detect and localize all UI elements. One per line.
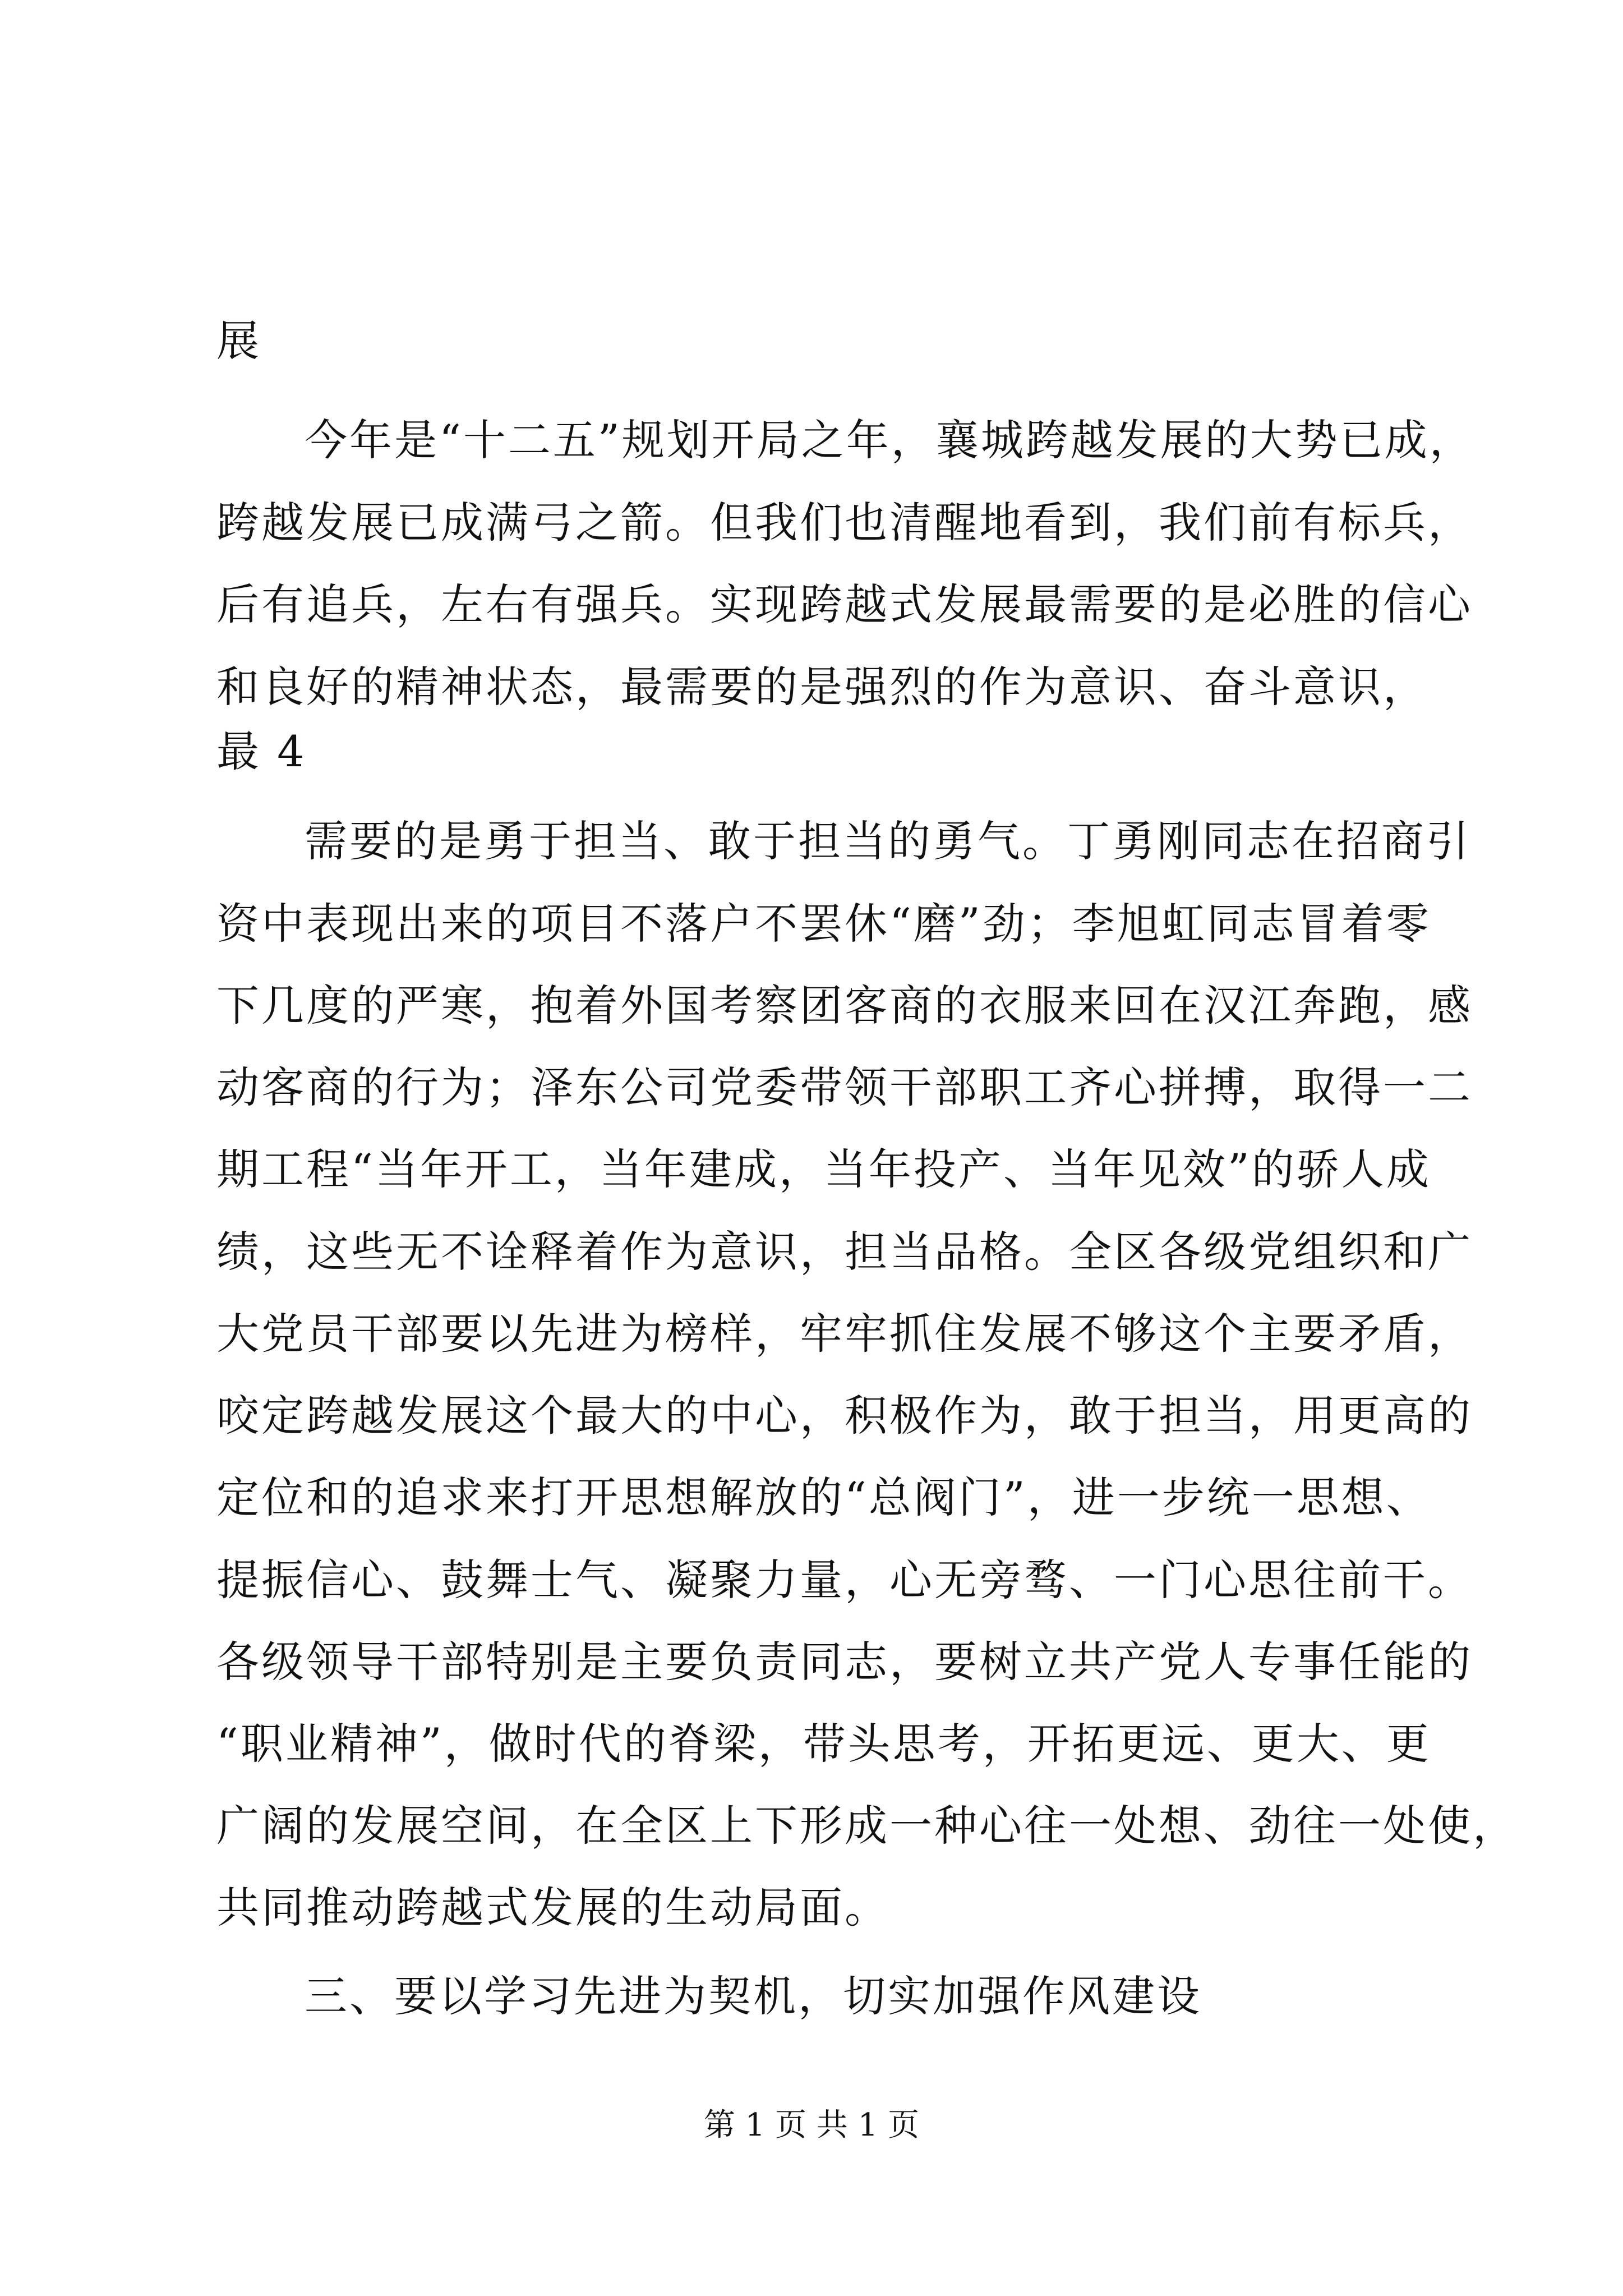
text-line-4: 后有追兵，左右有强兵。实现跨越式发展最需要的是必胜的信心 xyxy=(216,579,1473,629)
text-line-9: 下几度的严寒，抱着外国考察团客商的衣服来回在汉江奔跑，感 xyxy=(216,981,1473,1030)
text-line-17: 各级领导干部特别是主要负责同志，要树立共产党人专事任能的 xyxy=(216,1637,1473,1687)
text-line-7: 需要的是勇于担当、敢于担当的勇气。丁勇刚同志在招商引 xyxy=(305,816,1471,866)
text-line-13: 大党员干部要以先进为榜样，牢牢抓住发展不够这个主要矛盾， xyxy=(216,1309,1473,1359)
text-line-6: 最 4 xyxy=(216,726,307,776)
text-line-10: 动客商的行为；泽东公司党委带领干部职工齐心拼搏，取得一二 xyxy=(216,1062,1473,1112)
text-line-20: 共同推动跨越式发展的生动局面。 xyxy=(216,1883,889,1932)
text-line-5: 和良好的精神状态，最需要的是强烈的作为意识、奋斗意识， xyxy=(216,662,1428,712)
section-heading: 三、要以学习先进为契机，切实加强作风建设 xyxy=(305,1971,1202,2021)
page-footer: 第 1 页 共 1 页 xyxy=(703,2107,920,2143)
text-line-19: 广阔的发展空间，在全区上下形成一种心往一处想、劲往一处使， xyxy=(216,1801,1518,1851)
text-line-15: 定位和的追求来打开思想解放的“总阀门”，进一步统一思想、 xyxy=(216,1473,1431,1522)
text-line-14: 咬定跨越发展这个最大的中心，积极作为，敢于担当，用更高的 xyxy=(216,1391,1473,1441)
text-line-16: 提振信心、鼓舞士气、凝聚力量，心无旁骛、一门心思往前干。 xyxy=(216,1555,1473,1605)
text-line-18: “职业精神”，做时代的脊梁，带头思考，开拓更远、更大、更 xyxy=(216,1719,1431,1769)
text-line-8: 资中表现出来的项目不落户不罢休“磨”劲；李旭虹同志冒着零 xyxy=(216,899,1431,949)
text-line-12: 绩，这些无不诠释着作为意识，担当品格。全区各级党组织和广 xyxy=(216,1227,1473,1277)
text-line-3: 跨越发展已成满弓之箭。但我们也清醒地看到，我们前有标兵， xyxy=(216,498,1473,547)
text-line-2: 今年是“十二五”规划开局之年，襄城跨越发展的大势已成， xyxy=(305,415,1474,465)
text-line-11: 期工程“当年开工，当年建成，当年投产、当年见效”的骄人成 xyxy=(216,1144,1431,1194)
text-line-1: 展 xyxy=(216,316,261,366)
